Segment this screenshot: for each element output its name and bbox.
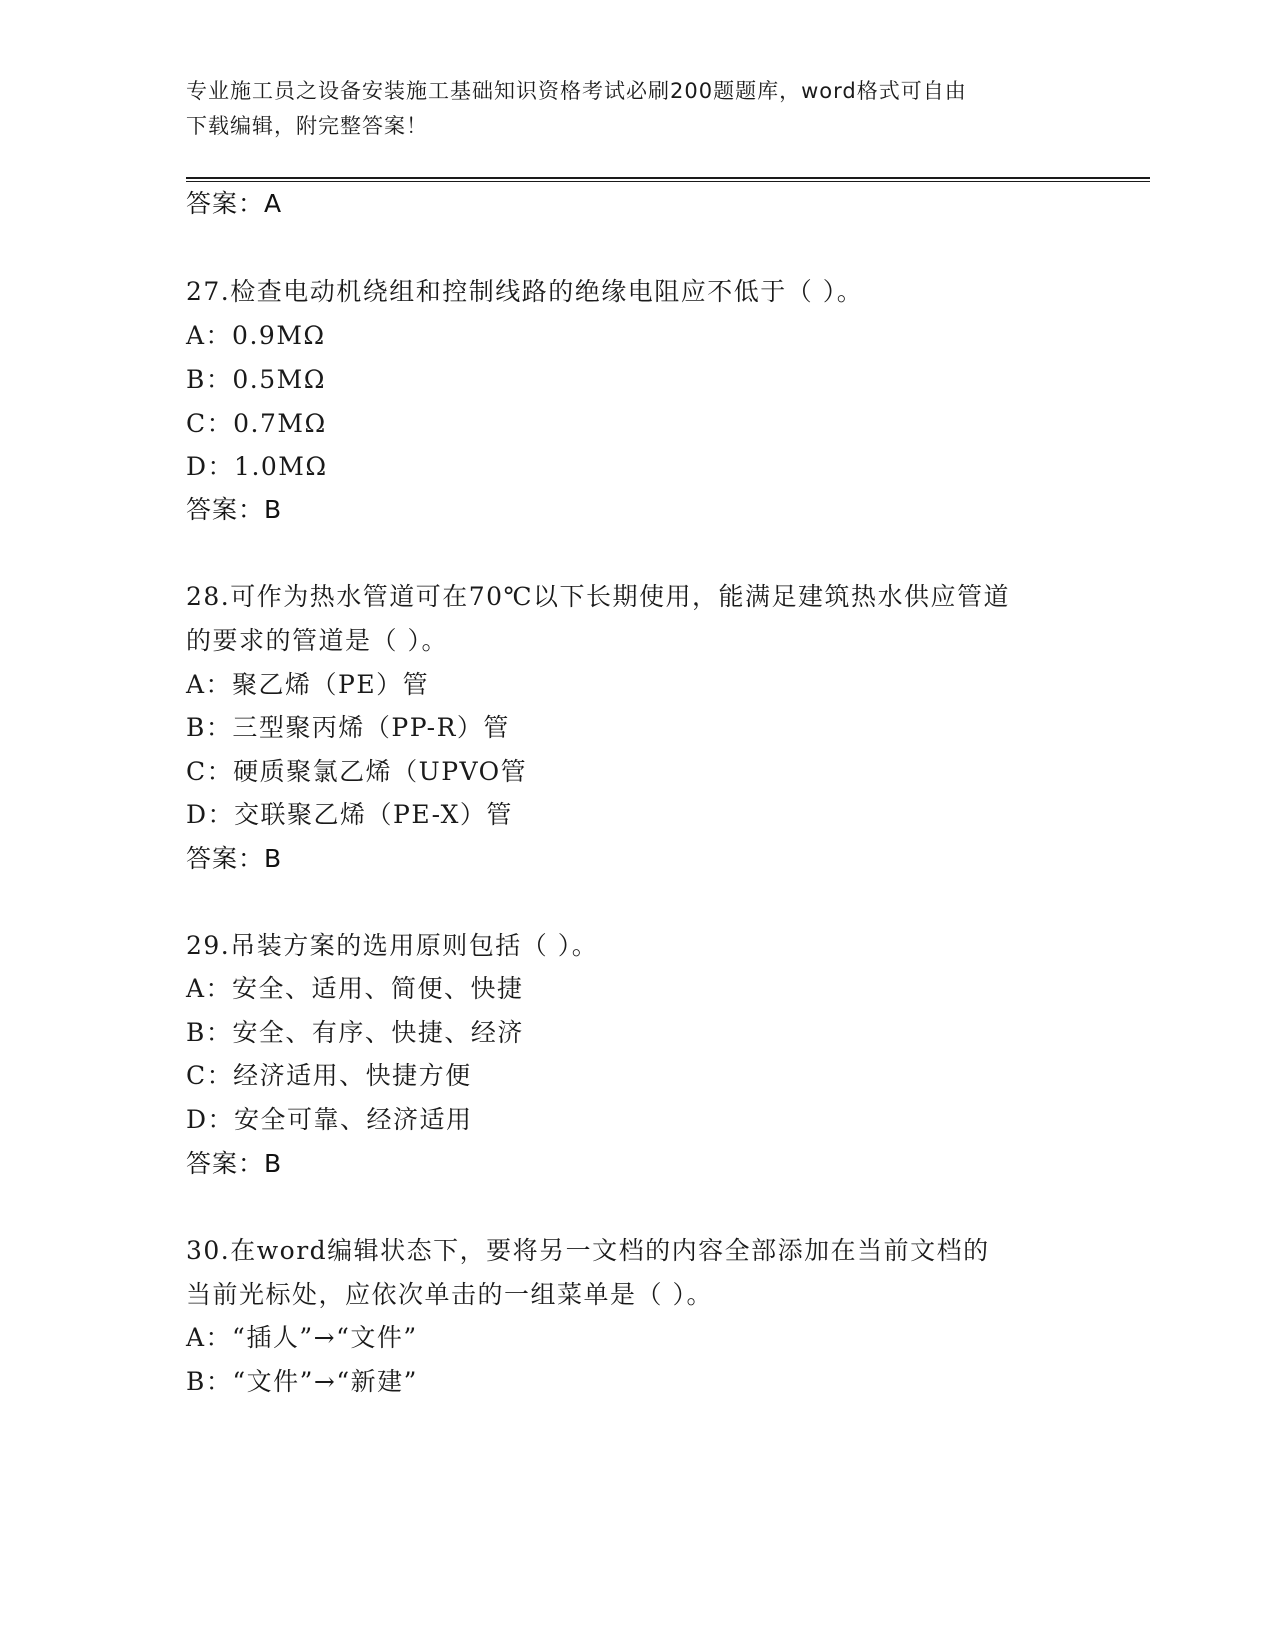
header-divider <box>186 177 1150 182</box>
question-29-option-a: A：安全、适用、简便、快捷 <box>186 974 524 1003</box>
question-29-option-b: B：安全、有序、快捷、经济 <box>186 1018 524 1047</box>
question-29-text: 29.吊装方案的选用原则包括（ ）。 <box>186 931 599 960</box>
question-28-option-c: C：硬质聚氯乙烯（UPVO管 <box>186 757 528 786</box>
question-27-option-b: B：0.5MΩ <box>186 365 326 394</box>
question-28-text-line-1: 28.可作为热水管道可在70℃以下长期使用，能满足建筑热水供应管道 <box>186 582 1011 611</box>
question-28-answer: 答案：B <box>186 844 283 873</box>
question-29-answer: 答案：B <box>186 1149 283 1178</box>
header-title-line-1: 专业施工员之设备安装施工基础知识资格考试必刷200题题库，word格式可自由 <box>186 79 967 103</box>
question-28-option-b: B：三型聚丙烯（PP-R）管 <box>186 713 510 742</box>
question-28-text-line-2: 的要求的管道是（ ）。 <box>186 626 448 655</box>
question-28-option-a: A：聚乙烯（PE）管 <box>186 670 430 699</box>
question-28-option-d: D：交联聚乙烯（PE-X）管 <box>186 800 513 829</box>
question-29-option-c: C：经济适用、快捷方便 <box>186 1061 472 1090</box>
question-27-option-d: D：1.0MΩ <box>186 452 328 481</box>
question-29-option-d: D：安全可靠、经济适用 <box>186 1105 473 1134</box>
header-title-line-2: 下载编辑，附完整答案！ <box>186 114 428 138</box>
question-27-text: 27.检查电动机绕组和控制线路的绝缘电阻应不低于（ ）。 <box>186 277 864 306</box>
question-27-option-c: C：0.7MΩ <box>186 409 327 438</box>
question-27-option-a: A：0.9MΩ <box>186 321 326 350</box>
question-30-text-line-1: 30.在word编辑状态下，要将另一文档的内容全部添加在当前文档的 <box>186 1236 990 1265</box>
question-27-answer: 答案：B <box>186 495 283 524</box>
question-30-option-b: B：“文件”→“新建” <box>186 1367 418 1396</box>
question-30-text-line-2: 当前光标处，应依次单击的一组菜单是（ ）。 <box>186 1280 713 1309</box>
document-header <box>186 74 1086 144</box>
answer-previous: 答案：A <box>186 189 283 218</box>
question-30-option-a: A：“插人”→“文件” <box>186 1323 418 1352</box>
